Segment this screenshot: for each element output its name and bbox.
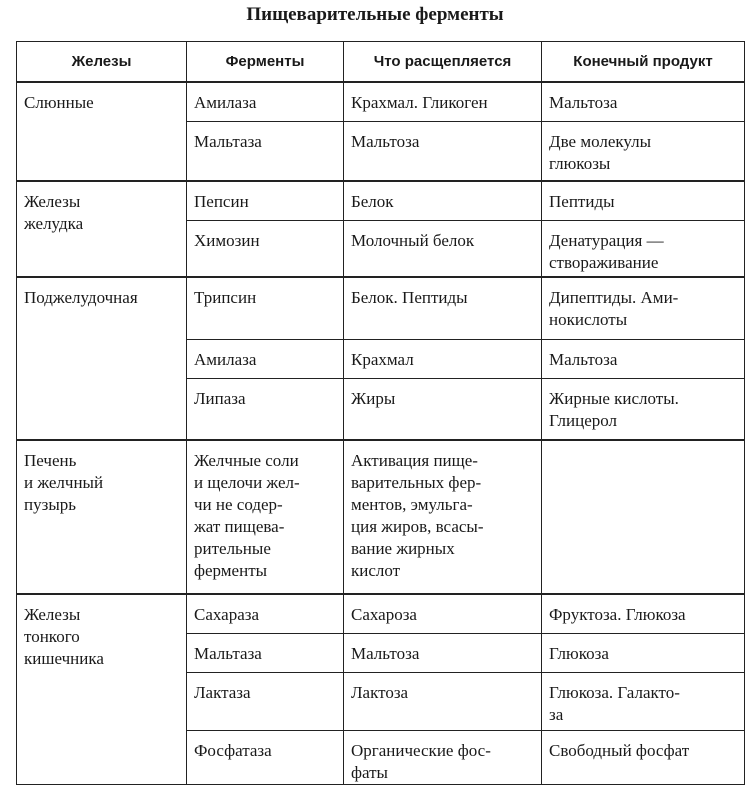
enzyme-cell: Трипсин xyxy=(187,277,344,340)
substrate-cell: Мальтоза xyxy=(344,122,542,182)
table-row xyxy=(17,82,745,122)
product-cell: Мальтоза xyxy=(542,82,745,122)
gland-cell: Слюнные xyxy=(17,82,187,181)
table-row xyxy=(17,277,745,340)
gland-cell: Поджелудочная xyxy=(17,277,187,440)
enzyme-cell: Пепсин xyxy=(187,181,344,221)
table-row xyxy=(17,181,745,221)
table-header-row xyxy=(17,42,745,83)
enzymes-table xyxy=(16,41,745,785)
gland-group xyxy=(17,82,745,181)
product-cell: Денатурация — створаживание xyxy=(542,221,745,278)
product-cell: Пептиды xyxy=(542,181,745,221)
header-substrate: Что расщепляется xyxy=(344,42,542,83)
gland-cell: Железы тонкого кишечника xyxy=(17,594,187,785)
substrate-cell: Крахмал. Гликоген xyxy=(344,82,542,122)
substrate-cell: Белок xyxy=(344,181,542,221)
header-gland: Железы xyxy=(17,42,187,83)
substrate-cell: Белок. Пептиды xyxy=(344,277,542,340)
product-cell: Жирные кислоты. Глицерол xyxy=(542,379,745,441)
product-cell xyxy=(542,440,745,594)
enzyme-cell: Липаза xyxy=(187,379,344,441)
enzyme-cell: Лактаза xyxy=(187,673,344,731)
gland-group xyxy=(17,594,745,785)
gland-group xyxy=(17,277,745,440)
substrate-cell: Мальтоза xyxy=(344,634,542,673)
header-product: Конечный продукт xyxy=(542,42,745,83)
substrate-cell: Активация пище- варительных фер- ментов, эмульга- ция жиров, всасы- вание жирных кислот xyxy=(344,440,542,594)
page-title: Пищеварительные ферменты xyxy=(246,4,504,25)
substrate-cell: Лактоза xyxy=(344,673,542,731)
product-cell: Две молекулы глюкозы xyxy=(542,122,745,182)
enzyme-cell: Амилаза xyxy=(187,82,344,122)
gland-group xyxy=(17,440,745,594)
substrate-cell: Крахмал xyxy=(344,340,542,379)
substrate-cell: Сахароза xyxy=(344,594,542,634)
enzyme-cell: Химозин xyxy=(187,221,344,278)
gland-cell: Печень и желчный пузырь xyxy=(17,440,187,594)
product-cell: Фруктоза. Глюкоза xyxy=(542,594,745,634)
substrate-cell: Жиры xyxy=(344,379,542,441)
gland-cell: Железы желудка xyxy=(17,181,187,277)
enzyme-cell: Мальтаза xyxy=(187,122,344,182)
product-cell: Глюкоза. Галакто- за xyxy=(542,673,745,731)
gland-group xyxy=(17,181,745,277)
enzyme-cell: Амилаза xyxy=(187,340,344,379)
enzyme-cell: Сахараза xyxy=(187,594,344,634)
enzyme-cell: Фосфатаза xyxy=(187,731,344,785)
product-cell: Мальтоза xyxy=(542,340,745,379)
table-row xyxy=(17,440,745,594)
enzyme-cell: Желчные соли и щелочи жел- чи не содер- жат пищева- рительные ферменты xyxy=(187,440,344,594)
table-row xyxy=(17,594,745,634)
substrate-cell: Молочный белок xyxy=(344,221,542,278)
product-cell: Глюкоза xyxy=(542,634,745,673)
header-enzyme: Ферменты xyxy=(187,42,344,83)
product-cell: Дипептиды. Ами- нокислоты xyxy=(542,277,745,340)
enzyme-cell: Мальтаза xyxy=(187,634,344,673)
product-cell: Свободный фосфат xyxy=(542,731,745,785)
substrate-cell: Органические фос- фаты xyxy=(344,731,542,785)
